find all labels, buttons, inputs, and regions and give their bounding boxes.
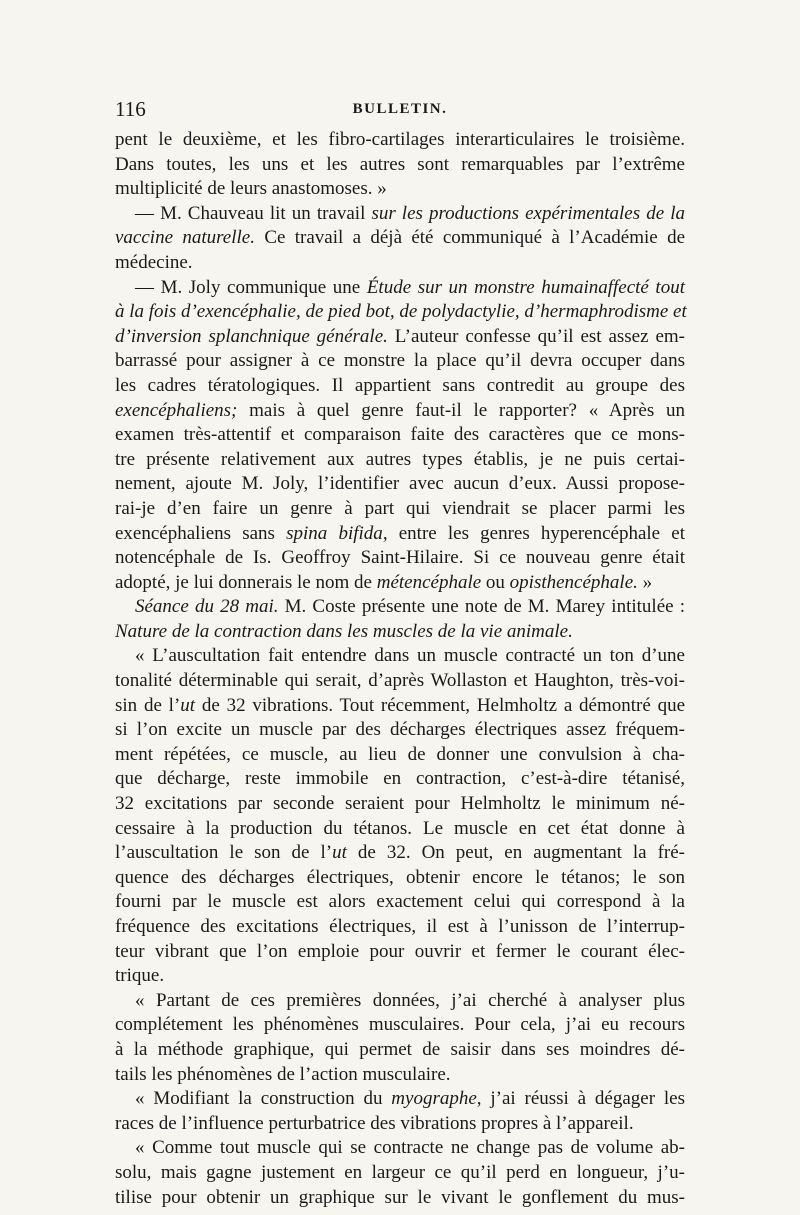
text-line: tre présente relativement aux autres types établis, je ne puis certai- <box>115 448 685 470</box>
text-line: complétement les phénomènes musculaires. Pour cela, j’ai eu recours <box>115 1014 685 1036</box>
text-line: ment répétées, ce muscle, au lieu de donner une convulsion à cha- <box>115 743 685 765</box>
text-line: notencéphale de Is. Geoffroy Saint-Hilaire. Si ce nouveau genre était <box>115 547 685 569</box>
text-line: à la méthode graphique, qui permet de saisir dans ses moindres dé- <box>115 1038 685 1060</box>
text-line: pent le deuxième, et les fibro-cartilages interarticulaires le troisième. <box>115 129 685 150</box>
text-line: trique. <box>115 965 165 987</box>
text-line: médecine. <box>115 251 193 273</box>
text-line: tilise pour obtenir un graphique sur le vivant le gonflement du mus- <box>115 1186 685 1208</box>
text-line: fréquence des excitations électriques, il est à l’unisson de l’interrup- <box>115 916 685 937</box>
text-line: fourni par le muscle est alors exactement celui qui correspond à la <box>115 891 685 913</box>
running-head: BULLETIN. <box>352 101 448 117</box>
text-line: 32 excitations par seconde seraient pour Helmholtz le minimum né- <box>115 793 685 815</box>
text-line: rai-je d’en faire un genre à part qui viendrait se placer parmi les <box>115 497 685 519</box>
text-line: Nature de la contraction dans les muscles de la vie animale. <box>115 620 573 642</box>
text-line: exencéphaliens sans spina bifida, entre les genres hyperencéphale et <box>115 522 685 544</box>
text-line: Dans toutes, les uns et les autres sont remarquables par l’extrême <box>115 153 685 175</box>
page-header <box>115 97 685 125</box>
text-line: « Comme tout muscle qui se contracte ne change pas de volume ab- <box>135 1137 685 1159</box>
text-line: races de l’influence perturbatrice des vibrations propres à l’appareil. <box>115 1112 634 1134</box>
text-line: « L’auscultation fait entendre dans un muscle contracté un ton d’une <box>135 645 685 667</box>
text-line: — M. Joly communique une Étude sur un monstre humainaffecté tout <box>135 276 685 298</box>
page-number: 116 <box>115 97 146 121</box>
text-body <box>115 128 685 1210</box>
text-line: Séance du 28 mai. M. Coste présente une note de M. Marey intitulée : <box>135 596 685 618</box>
text-line: multiplicité de leurs anastomoses. » <box>115 178 387 200</box>
text-line: sin de l’ut de 32 vibrations. Tout récemment, Helmholtz a démontré que <box>115 694 686 716</box>
text-line: « Modifiant la construction du myographe, j’ai réussi à dégager les <box>135 1088 685 1110</box>
text-line: quence des décharges électriques, obtenir encore le tétanos; le son <box>115 866 685 888</box>
text-line: l’auscultation le son de l’ut de 32. On peut, en augmentant la fré- <box>115 842 685 864</box>
text-line: solu, mais gagne justement en largeur ce qu’il perd en longueur, j’u- <box>115 1161 685 1183</box>
text-line: — M. Chauveau lit un travail sur les productions expérimentales de la <box>135 202 685 224</box>
text-line: barrassé pour assigner à ce monstre la place qu’il devra occuper dans <box>115 350 685 372</box>
text-line: exencéphaliens; mais à quel genre faut-il le rapporter? « Après un <box>115 399 685 421</box>
text-line: les cadres tératologiques. Il appartient sans contredit au groupe des <box>115 374 685 396</box>
text-line: vaccine naturelle. Ce travail a déjà été communiqué à l’Académie de <box>115 227 685 249</box>
text-line: tonalité déterminable qui serait, d’après Wollaston et Haughton, très-voi- <box>115 670 685 692</box>
text-line: tails les phénomènes de l’action musculaire. <box>115 1063 451 1085</box>
text-line: adopté, je lui donnerais le nom de métencéphale ou opisthencéphale. » <box>115 571 653 593</box>
text-line: examen très-attentif et comparaison faite des caractères que ce mons- <box>115 424 685 446</box>
text-line: si l’on excite un muscle par des décharges électriques assez fréquem- <box>115 719 685 741</box>
text-line: teur vibrant que l’on emploie pour ouvrir et fermer le courant élec- <box>115 940 685 962</box>
text-line: cessaire à la production du tétanos. Le muscle en cet état donne à <box>115 817 685 839</box>
text-line: nement, ajoute M. Joly, l’identifier avec aucun d’eux. Aussi propose- <box>115 473 685 495</box>
text-line: d’inversion splanchnique générale. L’auteur confesse qu’il est assez em- <box>115 325 685 347</box>
text-line: « Partant de ces premières données, j’ai cherché à analyser plus <box>135 989 685 1011</box>
text-line: que décharge, reste immobile en contraction, c’est-à-dire tétanisé, <box>115 768 685 790</box>
text-line: à la fois d’exencéphalie, de pied bot, de polydactylie, d’hermaphrodisme et <box>115 301 687 323</box>
